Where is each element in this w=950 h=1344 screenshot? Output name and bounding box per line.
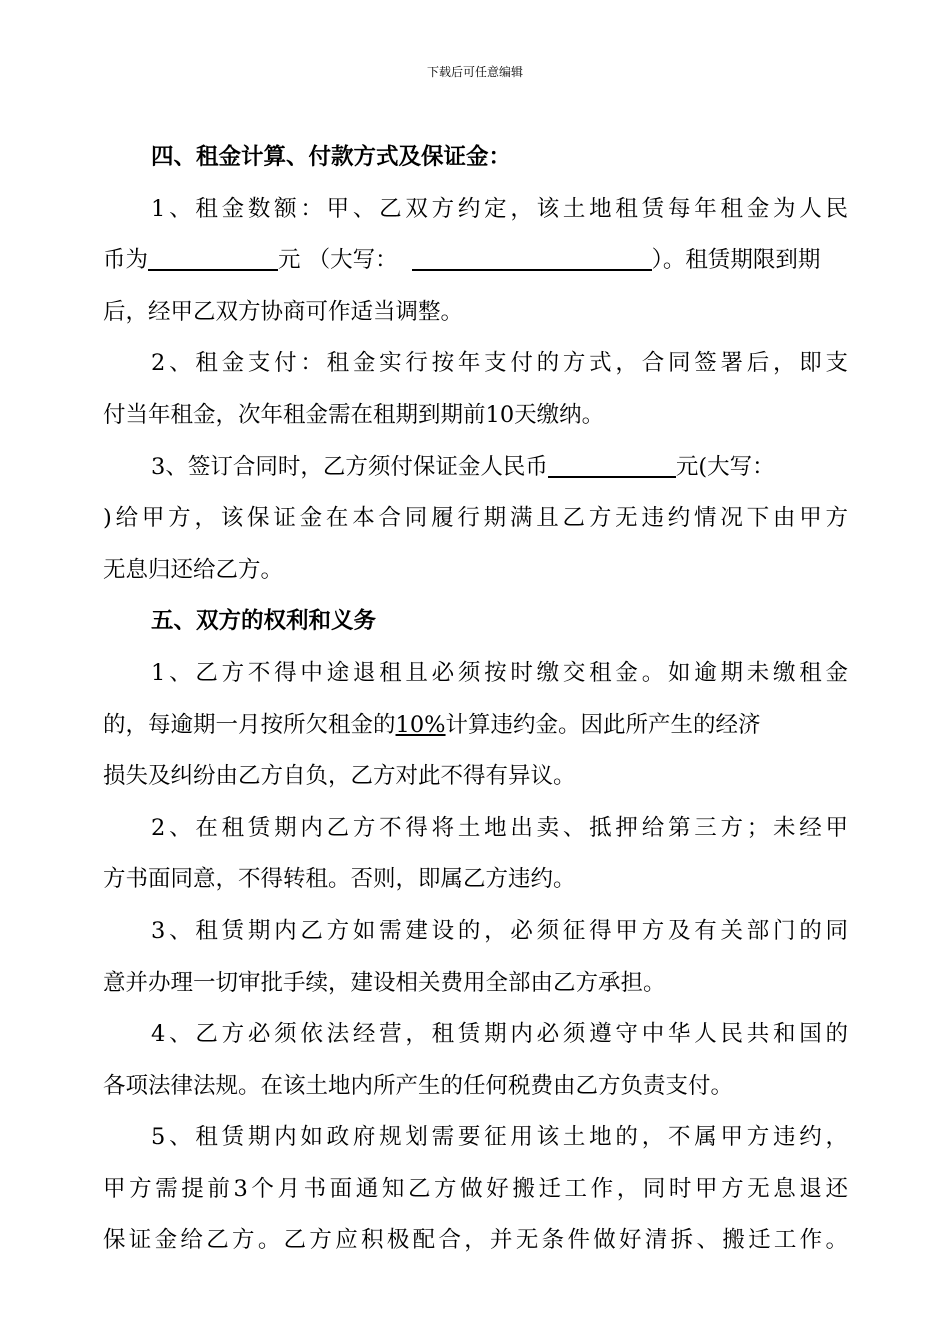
s5-p1-line2-b: 计算违约金。因此所产生的经济 xyxy=(445,711,761,738)
s4-p1-line1: 1、租金数额：甲、乙双方约定，该土地租赁每年租金为人民 xyxy=(151,195,848,222)
s5-p2-line2: 方书面同意，不得转租。否则，即属乙方违约。 xyxy=(103,866,576,893)
s4-p3-line1-b: 元(大写： xyxy=(675,453,775,480)
section-5-heading: 五、双方的权利和义务 xyxy=(151,608,377,635)
deposit-amount-blank[interactable] xyxy=(548,454,676,478)
document-body xyxy=(103,132,848,1267)
penalty-rate: 10% xyxy=(395,711,446,738)
s4-p3-line1-a: 3、签订合同时，乙方须付保证金人民币 xyxy=(151,453,548,480)
s4-p3-line1 xyxy=(103,442,848,494)
s4-p1-line3: 后，经甲乙双方协商可作适当调整。 xyxy=(103,298,464,325)
s4-p1-line2 xyxy=(103,235,848,287)
rent-amount-words-blank[interactable] xyxy=(412,247,652,271)
s4-p1-line2-a: 币为 xyxy=(103,247,149,274)
page-header: 下载后可任意编辑 xyxy=(426,65,523,79)
s5-p2-line1: 2、在租赁期内乙方不得将土地出卖、抵押给第三方；未经甲 xyxy=(151,814,848,841)
s5-p4-line2: 各项法律法规。在该土地内所产生的任何税费由乙方负责支付。 xyxy=(103,1072,734,1099)
s4-p1-line2-c: ）。租赁期限到期 xyxy=(651,247,821,274)
s5-p3-line1: 3、租赁期内乙方如需建设的，必须征得甲方及有关部门的同 xyxy=(151,917,848,944)
s5-p3-line2: 意并办理一切审批手续，建设相关费用全部由乙方承担。 xyxy=(103,969,666,996)
s5-p5-line1: 5、租赁期内如政府规划需要征用该土地的，不属甲方违约， xyxy=(151,1124,848,1151)
s5-p5-line3: 保证金给乙方。乙方应积极配合，并无条件做好清拆、搬迁工作。 xyxy=(103,1227,848,1254)
s5-p1-line2-a: 的，每逾期一月按所欠租金的 xyxy=(103,711,396,738)
s5-p1-line2 xyxy=(103,700,848,752)
s5-p4-line1: 4、乙方必须依法经营，租赁期内必须遵守中华人民共和国的 xyxy=(151,1021,848,1048)
section-4-heading: 四、租金计算、付款方式及保证金： xyxy=(151,144,512,170)
s5-p1-line3: 损失及纠纷由乙方自负，乙方对此不得有异议。 xyxy=(103,763,576,790)
s4-p2-line1: 2、租金支付：租金实行按年支付的方式，合同签署后，即支 xyxy=(151,350,848,377)
rent-amount-blank[interactable] xyxy=(148,247,278,271)
s5-p5-line2: 甲方需提前3个月书面通知乙方做好搬迁工作，同时甲方无息退还 xyxy=(103,1175,848,1202)
s4-p2-line2: 付当年租金，次年租金需在租期到期前10天缴纳。 xyxy=(103,401,605,428)
s4-p1-line2-b: 元 （大写： xyxy=(278,247,398,274)
s5-p1-line1: 1、乙方不得中途退租且必须按时缴交租金。如逾期未缴租金 xyxy=(151,659,848,686)
s4-p3-line3: 无息归还给乙方。 xyxy=(103,556,284,583)
s4-p3-line2: )给甲方，该保证金在本合同履行期满且乙方无违约情况下由甲方 xyxy=(103,505,848,532)
